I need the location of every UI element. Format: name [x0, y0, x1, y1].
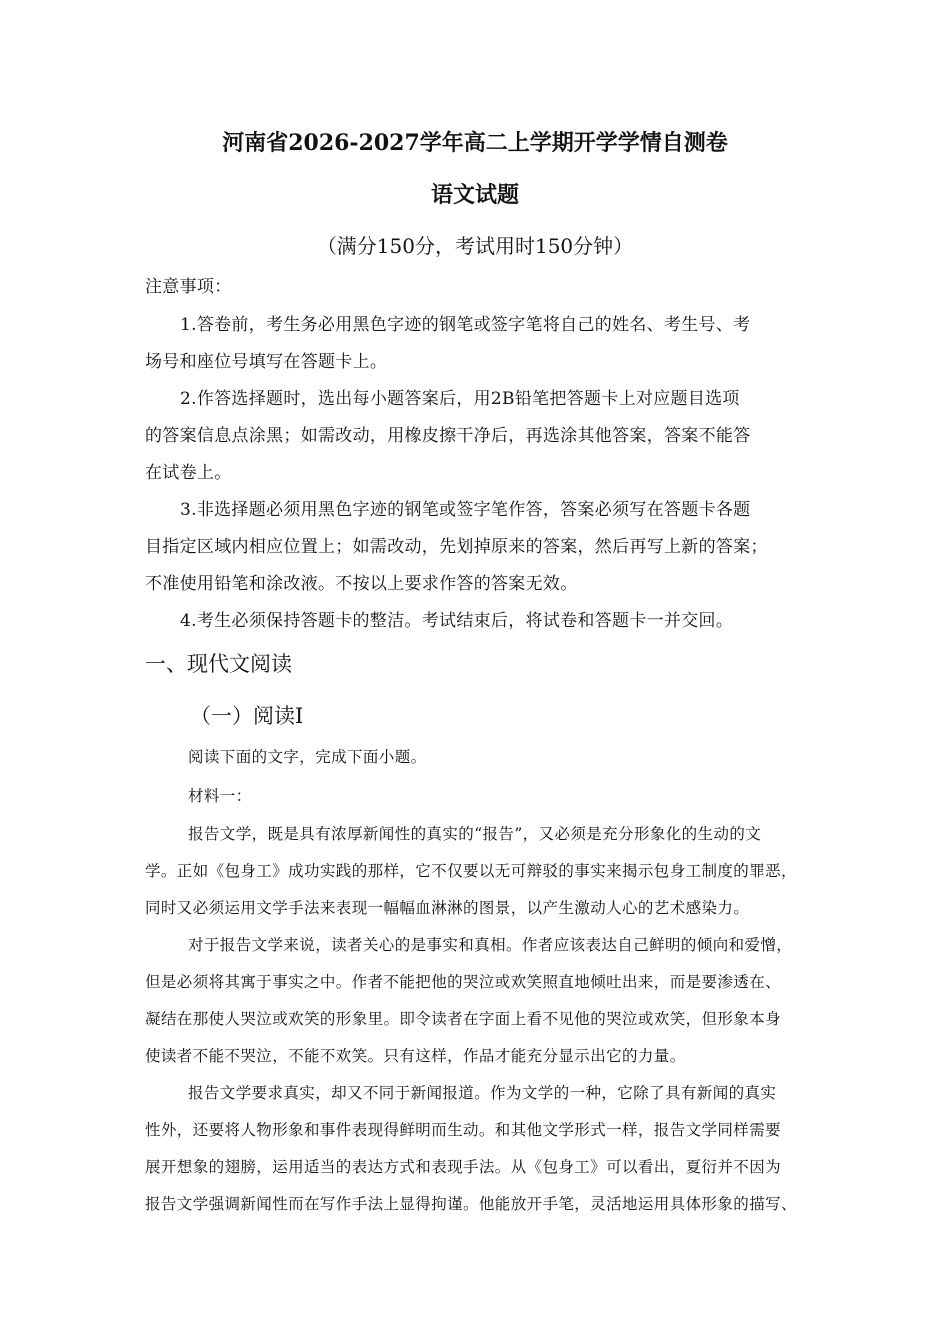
passage-line: 展开想象的翅膀，运用适当的表达方式和表现手法。从《包身工》可以看出，夏衍并不因为: [145, 1158, 782, 1176]
passage-line: 报告文学强调新闻性而在写作手法上显得拘谨。他能放开手笔，灵活地运用具体形象的描写、: [145, 1195, 797, 1213]
passage-line: 凝结在那使人哭泣或欢笑的形象里。即令读者在字面上看不见他的哭泣或欢笑，但形象本身: [145, 1010, 782, 1028]
passage-line: 学。正如《包身工》成功实践的那样，它不仅要以无可辩驳的事实来揭示包身工制度的罪恶，: [145, 862, 797, 880]
passage-line: 报告文学，既是具有浓厚新闻性的真实的“报告”，又必须是充分形象化的生动的文: [188, 825, 762, 843]
reading-instruction: 阅读下面的文字，完成下面小题。: [188, 748, 427, 766]
section-heading: 一、现代文阅读: [145, 652, 292, 676]
exam-info: （满分150分，考试用时150分钟）: [316, 234, 634, 258]
subject-title: 语文试题: [430, 182, 519, 208]
exam-title: 河南省2026-2027学年高二上学期开学学情自测卷: [222, 130, 728, 156]
passage-line: 报告文学要求真实，却又不同于新闻报道。作为文学的一种，它除了具有新闻的真实: [188, 1084, 777, 1102]
passage-line: 对于报告文学来说，读者关心的是事实和真相。作者应该表达自己鲜明的倾向和爱憎，: [188, 936, 793, 954]
note-line: 不准使用铅笔和涂改液。不按以上要求作答的答案无效。: [145, 574, 578, 594]
subsection-heading: （一）阅读Ⅰ: [190, 704, 304, 728]
note-line: 1.答卷前，考生务必用黑色字迹的钢笔或签字笔将自己的姓名、考生号、考: [180, 315, 751, 335]
note-line: 3.非选择题必须用黑色字迹的钢笔或签字笔作答，答案必须写在答题卡各题: [180, 500, 751, 520]
passage-line: 同时又必须运用文学手法来表现一幅幅血淋淋的图景，以产生激动人心的艺术感染力。: [145, 899, 750, 917]
note-line: 2.作答选择题时，选出每小题答案后，用2B铅笔把答题卡上对应题目选项: [180, 389, 740, 409]
note-line: 的答案信息点涂黑；如需改动，用橡皮擦干净后，再选涂其他答案，答案不能答: [145, 426, 751, 446]
note-line: 在试卷上。: [145, 463, 232, 483]
note-line: 4.考生必须保持答题卡的整洁。考试结束后，将试卷和答题卡一并交回。: [180, 611, 734, 631]
material-label: 材料一：: [188, 787, 252, 805]
note-line: 场号和座位号填写在答题卡上。: [145, 352, 388, 372]
notes-heading: 注意事项：: [145, 277, 232, 297]
passage-line: 但是必须将其寓于事实之中。作者不能把他的哭泣或欢笑照直地倾吐出来，而是要渗透在、: [145, 973, 782, 991]
note-line: 目指定区域内相应位置上；如需改动，先划掉原来的答案，然后再写上新的答案；: [145, 537, 768, 557]
passage-line: 性外，还要将人物形象和事件表现得鲜明而生动。和其他文学形式一样，报告文学同样需要: [145, 1121, 782, 1139]
passage-line: 使读者不能不哭泣，不能不欢笑。只有这样，作品才能充分显示出它的力量。: [145, 1047, 686, 1065]
